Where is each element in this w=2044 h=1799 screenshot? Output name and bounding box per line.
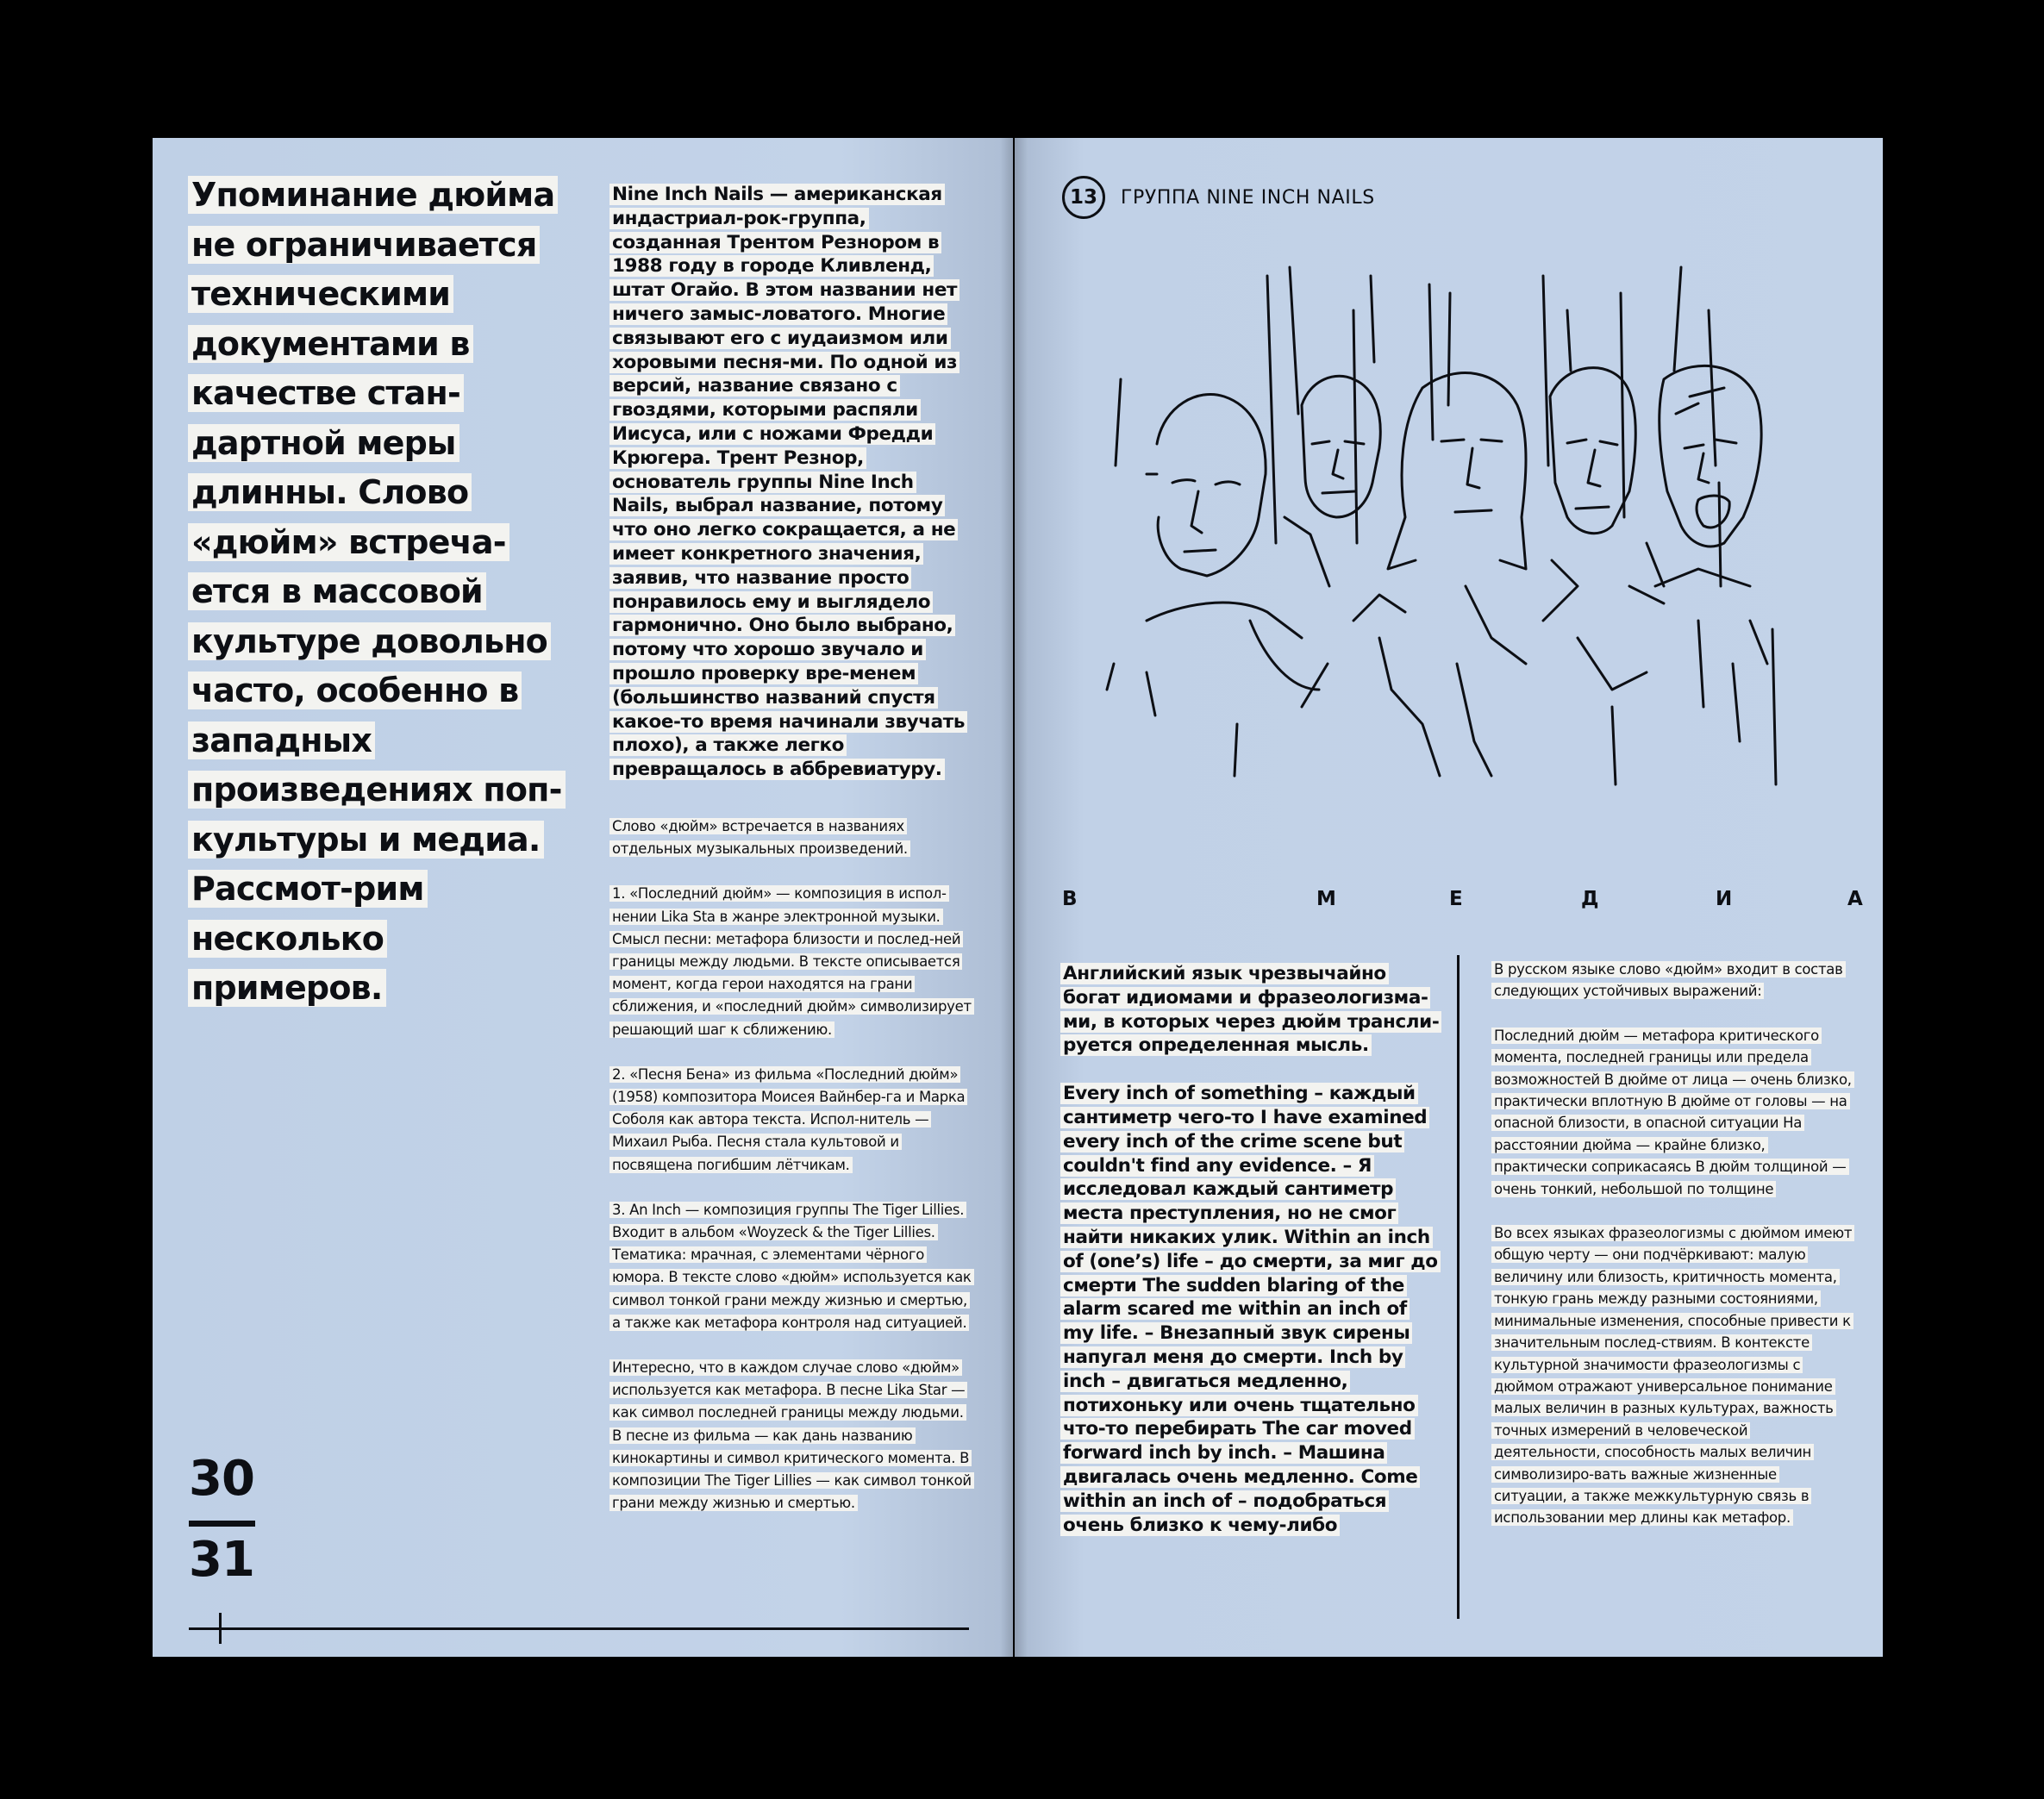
page-number-bottom: 31 xyxy=(189,1532,254,1588)
idioms-column xyxy=(1060,962,1440,1537)
spaced-letter-m: М xyxy=(1316,888,1336,910)
spaced-letter-i: И xyxy=(1716,888,1733,910)
page-number-divider xyxy=(189,1521,255,1527)
song-item-1: 1. «Последний дюйм» — композиция в испол-нении Lika Sta в жанре электронной музыки. Смысл песни: метафора близости и послед-ней границы между людьми. В тексте описывается момент, когда герои находятся на грани сближения, и «последний дюйм» символизирует решающий шаг к сближению. xyxy=(609,883,972,1040)
spaced-letter-e: Е xyxy=(1449,888,1463,910)
russian-expressions: Последний дюйм — метафора критического момента, последней границы или предела возможностей В дюйме от лица — очень близко, практически вплотную В дюйме от головы — на опасной близости, в опасной ситуации На расстоянии дюйма — крайне близко, практически соприкасаясь В дюйм толщиной — очень тонкий, небольшой по толщине xyxy=(1491,1025,1853,1200)
russian-column xyxy=(1491,959,1853,1552)
russian-intro: В русском языке слово «дюйм» входит в состав следующих устойчивых выражений: xyxy=(1491,959,1853,1003)
spaced-letter-d: Д xyxy=(1581,888,1599,910)
page-number-top: 30 xyxy=(189,1451,254,1507)
column-divider xyxy=(1457,955,1460,1619)
spine-gutter xyxy=(1000,138,1028,1657)
bottom-rule xyxy=(189,1627,969,1630)
spaced-letter-v: В xyxy=(1062,888,1078,910)
chapter-number-badge: 13 xyxy=(1062,176,1105,219)
songs-conclusion: Интересно, что в каждом случае слово «дюйм» используется как метафора. В песне Lika Star — как символ последней границы между людьми. В песне из фильма — как дань названию кинокартины и символ критического момента. В композиции The Tiger Lillies — как символ тонкой грани между жизнью и смертью. xyxy=(609,1357,972,1515)
nin-description: Nine Inch Nails — американская индастриал-рок-группа, созданная Трентом Резнором в 1988 году в городе Кливленд, штат Огайо. В этом названии нет ничего замыс-ловатого. Многие связывают его с иудаизмом или хоровыми песня-ми. По одной из версий, название связано с гвоздями, которыми распяли Иисуса, или с ножами Фредди Крюгера. Трент Резнор, основатель группы Nine Inch Nails, выбрал название, потому что оно легко сокращается, а не имеет конкретного значения, заявив, что название просто понравилось ему и выглядело гармонично. Оно было выбрано, потому что хорошо звучало и прошло проверку вре-менем (большинство названий спустя какое-то время начинали звучать плохо), а также легко превращалось в аббревиатуру. xyxy=(609,183,972,782)
phraseology-conclusion: Во всех языках фразеологизмы с дюймом имеют общую черту — они подчёркивают: малую величину или близость, критичность момента, тонкую грань между разными состояниями, минимальные изменения, способные привести к значительным послед-ствиям. В контексте культурной значимости фразеологизмы с дюймом отражают универсальное понимание малых величин в разных культурах, важность точных измерений в человеческой деятельности, способность малых величин символизиро-вать важные жизненные ситуации, а также межкультурную связь в использовании мер длины как метафор. xyxy=(1491,1222,1853,1529)
chapter-title: ГРУППА NINE INCH NAILS xyxy=(1121,186,1375,209)
spaced-letter-a: А xyxy=(1847,888,1863,910)
bottom-rule-tick xyxy=(219,1613,222,1644)
idioms-intro: Английский язык чрезвычайно богат идиомами и фразеологизма-ми, в которых через дюйм трансли-руется определенная мысль. xyxy=(1060,962,1440,1058)
band-illustration xyxy=(1095,259,1793,845)
idioms-examples: Every inch of something – каждый сантиметр чего-то I have examined every inch of the crime scene but couldn't find any evidence. – Я исследовал каждый сантиметр места преступления, но не смог найти никаких улик. Within an inch of (one’s) life – до смерти, за миг до смерти The sudden blaring of the alarm scared me within an inch of my life. – Внезапный звук сирены напугал меня до смерти. Inch by inch – двигаться медленно, потихоньку или очень тщательно что-то перебирать The car moved forward inch by inch. – Машина двигалась очень медленно. Come within an inch of – подобраться очень близко к чему-либо xyxy=(1060,1082,1440,1537)
songs-column xyxy=(609,815,972,1537)
song-item-3: 3. An Inch — композиция группы The Tiger Lillies. Входит в альбом «Woyzeck & the Tiger Lillies. Тематика: мрачная, с элементами чёрного юмора. В тексте слово «дюйм» используется как символ тонкой грани между жизнью и смертью, а также как метафора контроля над ситуацией. xyxy=(609,1199,972,1334)
intro-heading: Упоминание дюйма не ограничивается техническими документами в качестве стан-дартной меры длинны. Слово «дюйм» встреча-ется в массовой культуре довольно часто, особенно в западных произведениях поп-культуры и медиа. Рассмот-рим несколько примеров. xyxy=(188,171,567,1014)
chapter-header xyxy=(1062,177,1375,218)
songs-intro: Слово «дюйм» встречается в названиях отдельных музыкальных произведений. xyxy=(609,815,972,860)
song-item-2: 2. «Песня Бена» из фильма «Последний дюйм» (1958) композитора Моисея Вайнбер-га и Марка Соболя как автора текста. Испол-нитель — Михаил Рыба. Песня стала культовой и посвящена погибшим лётчикам. xyxy=(609,1064,972,1177)
